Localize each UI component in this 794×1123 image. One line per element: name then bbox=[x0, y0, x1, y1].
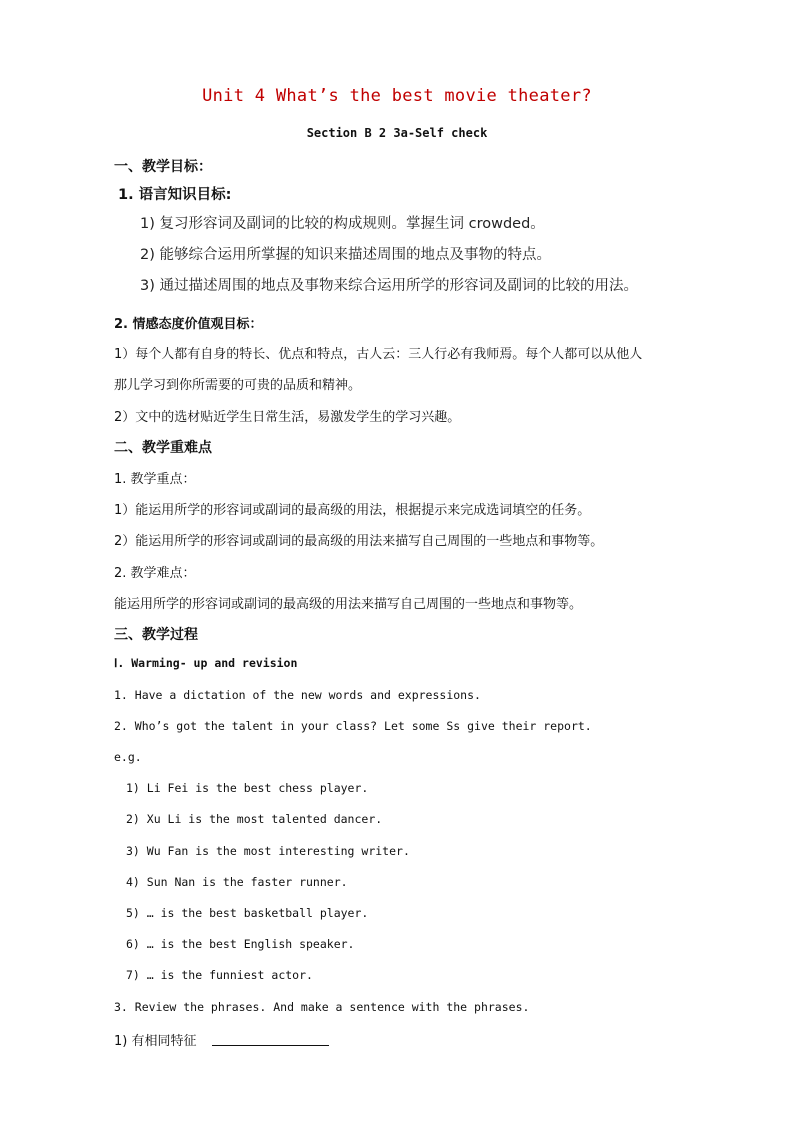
example-item: 2) Xu Li is the most talented dancer. bbox=[126, 812, 383, 826]
example-item: 7) … is the funniest actor. bbox=[126, 968, 313, 982]
example-item: 6) … is the best English speaker. bbox=[126, 937, 355, 951]
answer-blank-line bbox=[212, 1045, 329, 1046]
document-subtitle: Section B 2 3a-Self check bbox=[306, 126, 488, 140]
goal-item: 1) 复习形容词及副词的比较的构成规则。掌握生词 crowded。 bbox=[140, 216, 545, 232]
paragraph-line: 那儿学习到你所需要的可贵的品质和精神。 bbox=[114, 378, 362, 393]
section-heading-process: 三、教学过程 bbox=[114, 627, 198, 643]
section-heading-key-points: 二、教学重难点 bbox=[114, 440, 212, 456]
step-line: 3. Review the phrases. And make a sentence with the phrases. bbox=[114, 1000, 530, 1014]
goal-item: 3) 通过描述周围的地点及事物来综合运用所学的形容词及副词的比较的用法。 bbox=[140, 278, 638, 294]
subheading-attitude-goals: 2. 情感态度价值观目标： bbox=[114, 317, 263, 332]
section-heading-goals: 一、教学目标： bbox=[114, 159, 212, 175]
subheading-warming-up: Ⅰ. Warming- up and revision bbox=[114, 656, 298, 670]
step-line: 2. Who’s got the talent in your class? Let some Ss give their report. bbox=[114, 719, 592, 733]
document-title: Unit 4 What’s the best movie theater? bbox=[202, 86, 592, 106]
paragraph-line: 2）文中的选材贴近学生日常生活，易激发学生的学习兴趣。 bbox=[114, 410, 461, 425]
example-item: 5) … is the best basketball player. bbox=[126, 906, 369, 920]
paragraph-line: 1）能运用所学的形容词或副词的最高级的用法，根据提示来完成选词填空的任务。 bbox=[114, 503, 591, 518]
subheading-language-goals: 1. 语言知识目标: bbox=[118, 187, 232, 203]
eg-label: e.g. bbox=[114, 750, 142, 764]
example-item: 4) Sun Nan is the faster runner. bbox=[126, 875, 348, 889]
paragraph-line: 1）每个人都有自身的特长、优点和特点，古人云：三人行必有我师焉。每个人都可以从他人 bbox=[114, 347, 643, 362]
example-item: 1) Li Fei is the best chess player. bbox=[126, 781, 369, 795]
example-item: 3) Wu Fan is the most interesting writer. bbox=[126, 844, 410, 858]
goal-item: 2) 能够综合运用所掌握的知识来描述周围的地点及事物的特点。 bbox=[140, 247, 551, 263]
paragraph-line: 能运用所学的形容词或副词的最高级的用法来描写自己周围的一些地点和事物等。 bbox=[114, 597, 583, 612]
subheading-key-points: 1. 教学重点： bbox=[114, 472, 196, 487]
subheading-difficulties: 2. 教学难点： bbox=[114, 566, 196, 581]
phrase-item: 1) 有相同特征 bbox=[114, 1034, 197, 1049]
step-line: 1. Have a dictation of the new words and expressions. bbox=[114, 688, 481, 702]
paragraph-line: 2）能运用所学的形容词或副词的最高级的用法来描写自己周围的一些地点和事物等。 bbox=[114, 534, 604, 549]
